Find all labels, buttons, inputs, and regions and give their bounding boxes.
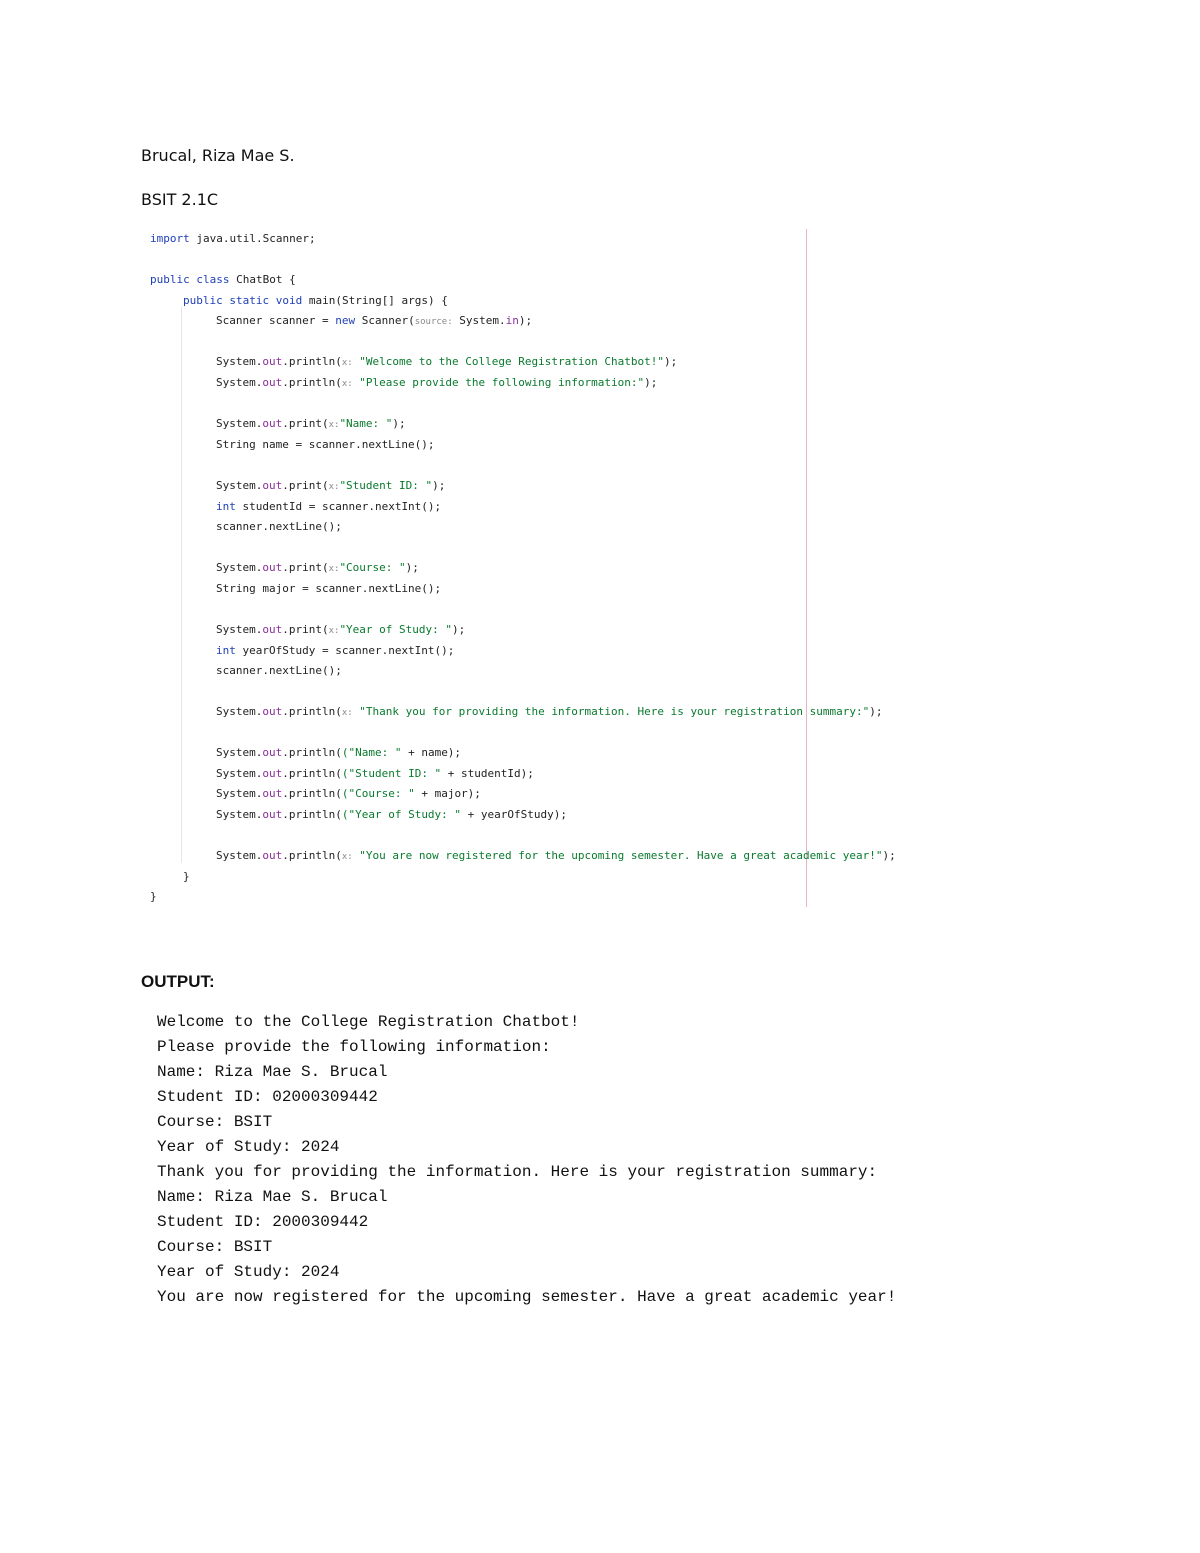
code-line-name-prompt: System.out.print(x:"Name: "); xyxy=(216,417,406,430)
right-margin-guide xyxy=(806,229,807,907)
author-name: Brucal, Riza Mae S. xyxy=(141,146,295,165)
code-line-flush-2: scanner.nextLine(); xyxy=(216,664,342,677)
code-line-summary-course: System.out.println(("Course: " + major); xyxy=(216,787,481,800)
code-line-year-read: int yearOfStudy = scanner.nextInt(); xyxy=(216,644,455,657)
output-line: Name: Riza Mae S. Brucal xyxy=(157,1188,388,1206)
code-line-course-read: String major = scanner.nextLine(); xyxy=(216,582,442,595)
code-line-id-prompt: System.out.print(x:"Student ID: "); xyxy=(216,479,446,492)
code-screenshot xyxy=(150,229,1060,909)
code-close-method: } xyxy=(183,870,190,883)
code-line-summary-year: System.out.println(("Year of Study: " + yearOfStudy); xyxy=(216,808,568,821)
output-line: Welcome to the College Registration Chatbot! xyxy=(157,1013,580,1031)
code-close-class: } xyxy=(150,890,157,903)
code-line-scanner: Scanner scanner = new Scanner(source: System.in); xyxy=(216,314,533,327)
output-line: Course: BSIT xyxy=(157,1238,273,1256)
code-line-flush-1: scanner.nextLine(); xyxy=(216,520,342,533)
output-line: Year of Study: 2024 xyxy=(157,1263,340,1281)
code-line-welcome: System.out.println(x: "Welcome to the College Registration Chatbot!"); xyxy=(216,355,678,368)
output-line: Year of Study: 2024 xyxy=(157,1138,340,1156)
output-line: You are now registered for the upcoming semester. Have a great academic year! xyxy=(157,1288,897,1306)
code-line-import: import java.util.Scanner; xyxy=(150,232,316,245)
code-line-please: System.out.println(x: "Please provide the following information:"); xyxy=(216,376,658,389)
code-line-year-prompt: System.out.print(x:"Year of Study: "); xyxy=(216,623,466,636)
code-line-main: public static void main(String[] args) { xyxy=(183,294,448,307)
output-line: Course: BSIT xyxy=(157,1113,273,1131)
output-line: Thank you for providing the information. Here is your registration summary: xyxy=(157,1163,878,1181)
output-line: Student ID: 2000309442 xyxy=(157,1213,369,1231)
code-line-class: public class ChatBot { xyxy=(150,273,296,286)
output-line: Please provide the following information: xyxy=(157,1038,551,1056)
code-line-course-prompt: System.out.print(x:"Course: "); xyxy=(216,561,419,574)
output-line: Student ID: 02000309442 xyxy=(157,1088,378,1106)
section-label: BSIT 2.1C xyxy=(141,190,219,209)
code-line-summary-name: System.out.println(("Name: " + name); xyxy=(216,746,462,759)
code-line-name-read: String name = scanner.nextLine(); xyxy=(216,438,435,451)
code-line-thanks: System.out.println(x: "Thank you for providing the information. Here is your registration summary:"); xyxy=(216,705,883,718)
code-line-id-read: int studentId = scanner.nextInt(); xyxy=(216,500,442,513)
output-line: Name: Riza Mae S. Brucal xyxy=(157,1063,388,1081)
indent-guide xyxy=(181,307,182,863)
output-label: OUTPUT: xyxy=(141,972,215,991)
code-line-final: System.out.println(x: "You are now registered for the upcoming semester. Have a great academic year!"); xyxy=(216,849,896,862)
code-line-summary-id: System.out.println(("Student ID: " + studentId); xyxy=(216,767,534,780)
